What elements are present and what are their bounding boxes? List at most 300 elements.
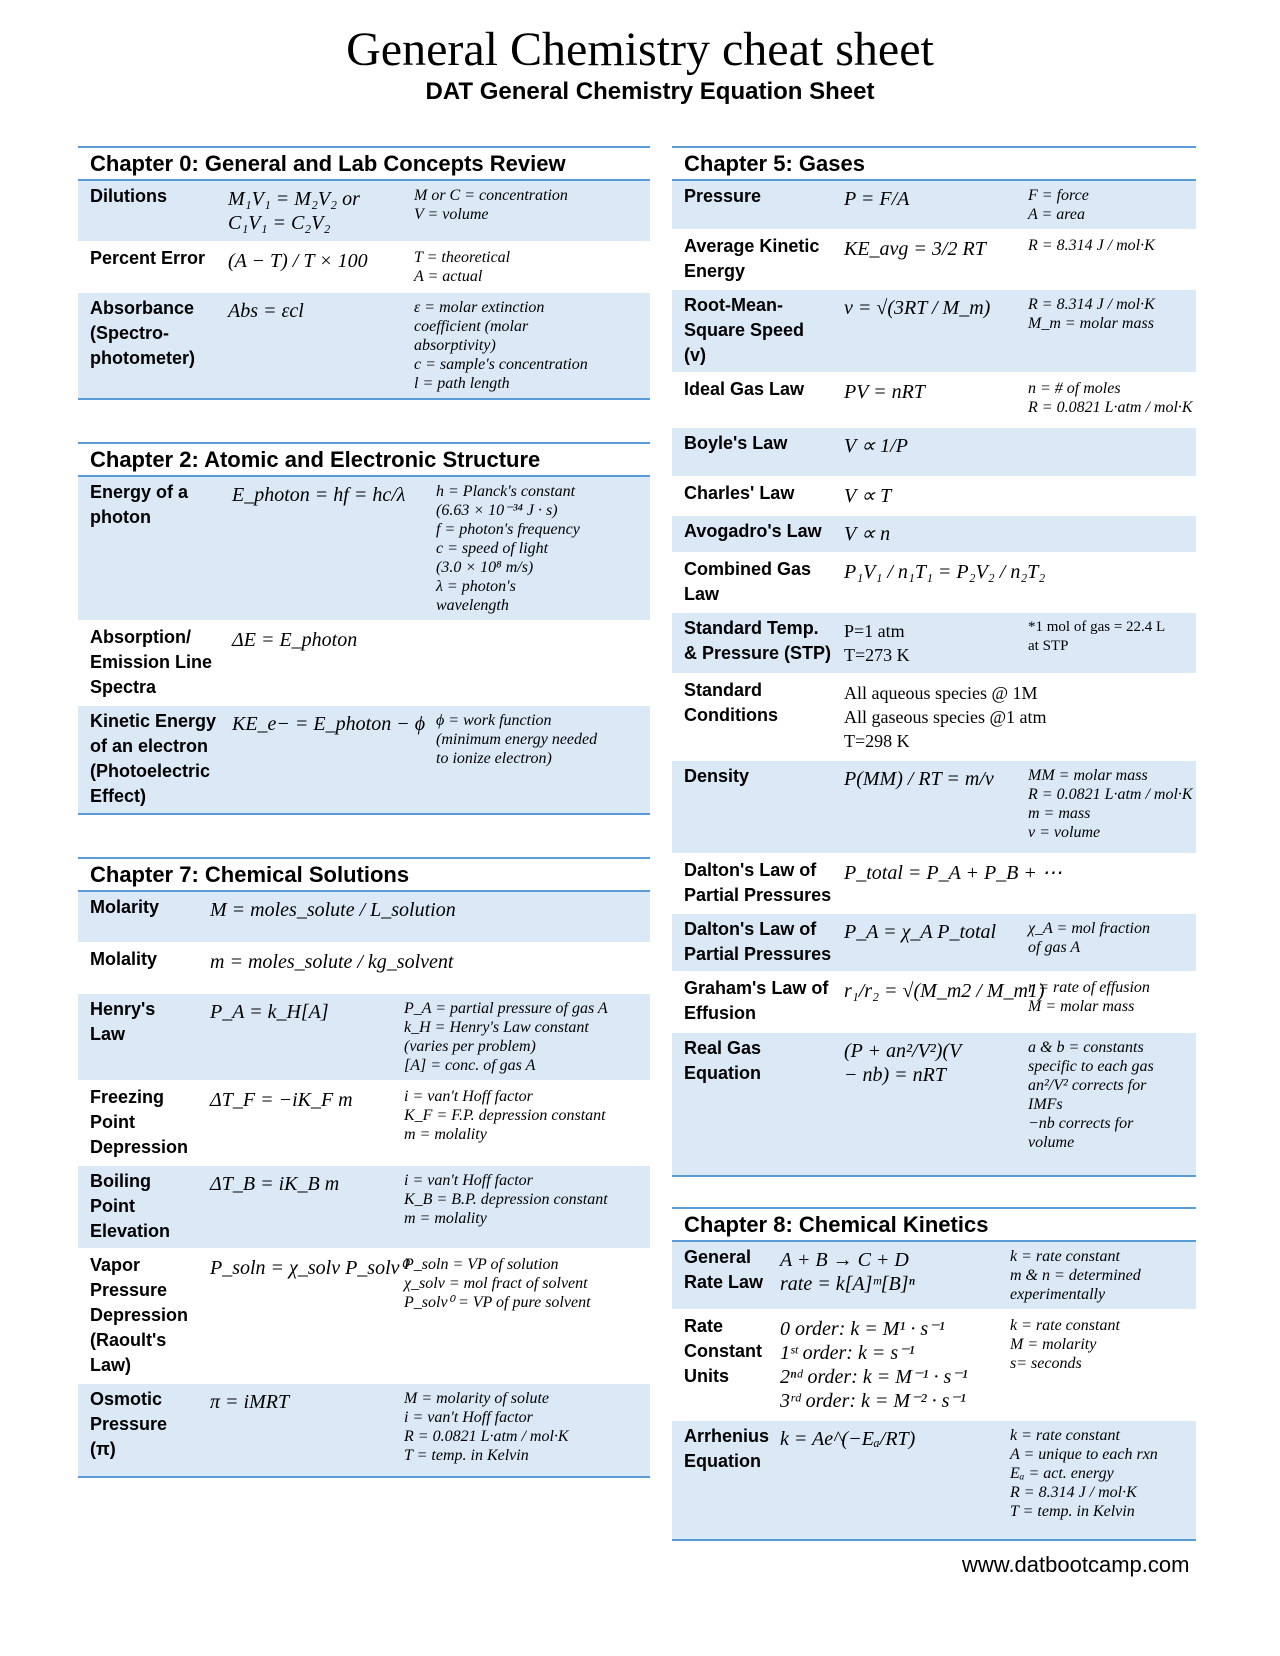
row-name-line: Boiling	[90, 1171, 151, 1191]
row-name	[672, 855, 840, 912]
row-equation-line: (A − T) / T × 100	[228, 250, 368, 272]
table-row	[672, 611, 1196, 673]
row-name	[78, 477, 228, 620]
row-name-line: Rate Law	[684, 1272, 764, 1292]
row-equation	[206, 1082, 402, 1164]
row-variables	[412, 293, 650, 398]
row-equation-line: P_A = k_H[A]	[210, 1001, 329, 1023]
row-name-line: Spectra	[90, 677, 157, 697]
row-equation-line: ΔE = E_photon	[232, 629, 358, 651]
chapter-section	[78, 857, 650, 1478]
row-variables	[402, 1250, 650, 1382]
row-name-line: Freezing	[90, 1087, 165, 1107]
row-equation-line: T=298 K	[844, 731, 910, 751]
row-equation-line: rate = k[A]ᵐ[B]ⁿ	[780, 1273, 915, 1295]
row-equation-line: All gaseous species @1 atm	[844, 707, 1047, 727]
row-variables-line: R = 0.0821 L·atm / mol·K	[1028, 786, 1193, 803]
row-name	[78, 1166, 206, 1248]
row-name-line: Elevation	[90, 1221, 171, 1241]
row-variables	[434, 706, 650, 813]
row-equation	[840, 613, 1026, 673]
row-equation	[224, 181, 412, 241]
row-equation	[840, 231, 1026, 288]
row-name-line: Effect)	[90, 786, 147, 806]
table-row	[672, 971, 1196, 1031]
table-row	[672, 514, 1196, 552]
table-row	[672, 372, 1196, 426]
row-name-line: Energy of a	[90, 482, 189, 502]
row-variables-line: χ_A = mol fraction	[1028, 920, 1150, 937]
row-variables-line: k = rate constant	[1010, 1248, 1120, 1265]
page-subtitle: DAT General Chemistry Equation Sheet	[425, 78, 875, 105]
row-variables-line: (6.63 × 10⁻³⁴ J · s)	[436, 502, 558, 519]
row-name	[78, 293, 224, 398]
row-variables-line: P_soln = VP of solution	[404, 1256, 559, 1273]
row-equation-line: Abs = εcl	[228, 300, 304, 322]
row-name	[78, 944, 206, 992]
row-equation	[840, 973, 1045, 1031]
row-name	[672, 1311, 776, 1419]
row-name-line: Molality	[90, 949, 158, 969]
row-name	[672, 231, 840, 288]
row-variables-line: r = rate of effusion	[1028, 979, 1150, 996]
row-equation-line: k = Ae^(−Eₐ/RT)	[780, 1428, 916, 1450]
row-equation	[840, 1033, 1026, 1175]
row-name-line: Absorption/	[90, 627, 191, 647]
row-variables	[1026, 181, 1196, 229]
row-variables-line: m = molality	[404, 1210, 487, 1227]
row-equation	[840, 478, 1026, 514]
row-equation	[776, 1311, 1008, 1419]
row-variables-line: F = force	[1028, 187, 1089, 204]
chapter-section	[672, 1207, 1196, 1541]
row-name-line: Rate	[684, 1316, 724, 1336]
row-equation	[840, 855, 1062, 912]
table-row	[78, 704, 650, 813]
row-equation-line: E_photon = hf = hc/λ	[232, 484, 406, 506]
row-equation	[206, 892, 456, 942]
row-name	[672, 761, 840, 853]
row-name-line: Partial Pressures	[684, 944, 832, 964]
row-variables	[1026, 554, 1196, 611]
row-variables	[402, 1384, 650, 1476]
row-name-line: Root-Mean-	[684, 295, 783, 315]
row-name-line: Combined Gas	[684, 559, 812, 579]
row-name-line: (Raoult's	[90, 1330, 167, 1350]
row-variables-line: ε = molar extinction	[414, 299, 545, 316]
chapter-section	[78, 146, 650, 400]
row-variables-line: h = Planck's constant	[436, 483, 576, 500]
row-name-line: Dilutions	[90, 186, 167, 206]
row-name	[672, 914, 840, 971]
row-variables-line: M = molar mass	[1028, 998, 1135, 1015]
row-name-line: (v)	[684, 345, 706, 365]
table-row	[78, 620, 650, 704]
row-name-line: Average Kinetic	[684, 236, 820, 256]
row-name-line: Partial Pressures	[684, 885, 832, 905]
row-variables-line: i = van't Hoff factor	[404, 1172, 533, 1189]
row-name	[672, 374, 840, 426]
row-equation-line: r₁/r₂ = √(M_m2 / M_m1)	[844, 980, 1045, 1002]
row-equation-line: KE_avg = 3/2 RT	[844, 238, 986, 260]
row-name	[672, 554, 840, 611]
row-name-line: Equation	[684, 1451, 761, 1471]
row-name-line: Pressure	[90, 1414, 168, 1434]
row-equation-line: V ∝ T	[844, 485, 892, 507]
table-row	[78, 892, 650, 942]
row-variables	[402, 892, 650, 942]
right-column	[672, 146, 1196, 1541]
row-variables-line: (3.0 × 10⁸ m/s)	[436, 559, 534, 576]
row-variables-line: M or C = concentration	[414, 187, 568, 204]
row-equation	[840, 181, 1026, 229]
chapter-section	[78, 442, 650, 815]
row-name-line: Effusion	[684, 1003, 756, 1023]
table-row	[78, 1080, 650, 1164]
row-name-line: Law)	[90, 1355, 132, 1375]
row-name-line: Osmotic	[90, 1389, 163, 1409]
row-variables-line: k = rate constant	[1010, 1317, 1120, 1334]
chapter-title: Chapter 2: Atomic and Electronic Structure	[78, 444, 650, 477]
row-variables-line: −nb corrects for	[1028, 1115, 1134, 1132]
row-variables	[1026, 855, 1196, 912]
row-name-line: Henry's	[90, 999, 156, 1019]
row-name	[672, 181, 840, 229]
row-equation	[840, 374, 1026, 426]
table-row	[78, 241, 650, 291]
row-equation-line: T=273 K	[844, 645, 910, 665]
row-equation	[840, 428, 1026, 476]
row-variables-line: K_F = F.P. depression constant	[404, 1107, 606, 1124]
row-variables	[1026, 516, 1196, 552]
row-equation-line: 0 order: k = M¹ · s⁻¹	[780, 1318, 945, 1340]
row-name-line: of an electron	[90, 736, 209, 756]
row-variables-line: a & b = constants	[1028, 1039, 1144, 1056]
row-variables-line: A = actual	[414, 268, 483, 285]
table-row	[78, 291, 650, 398]
row-variables-line: m = molality	[404, 1126, 487, 1143]
row-equation	[840, 761, 1026, 853]
row-name	[78, 622, 228, 704]
row-variables	[1026, 1033, 1196, 1175]
row-variables-line: T = temp. in Kelvin	[404, 1447, 529, 1464]
row-variables	[1026, 428, 1196, 476]
table-row	[672, 1309, 1196, 1419]
row-variables	[1008, 1421, 1196, 1539]
row-equation	[206, 1384, 402, 1476]
row-variables-line: (varies per problem)	[404, 1038, 536, 1055]
row-name-line: Constant	[684, 1341, 762, 1361]
row-variables-line: χ_solv = mol fract of solvent	[404, 1275, 588, 1292]
row-name-line: Avogadro's Law	[684, 521, 822, 541]
row-equation	[224, 243, 412, 291]
row-name-line: Square Speed	[684, 320, 805, 340]
row-variables-line: [A] = conc. of gas A	[404, 1057, 536, 1074]
row-equation-line: P(MM) / RT = m/v	[844, 768, 994, 790]
row-equation-line: m = moles_solute / kg_solvent	[210, 951, 454, 973]
row-equation-line: M = moles_solute / L_solution	[210, 899, 456, 921]
row-name-line: Kinetic Energy	[90, 711, 217, 731]
row-variables	[1026, 675, 1196, 759]
row-name-line: Law	[90, 1024, 126, 1044]
row-variables	[1026, 761, 1196, 853]
row-variables-line: P_solv⁰ = VP of pure solvent	[404, 1294, 591, 1311]
row-name	[78, 1250, 206, 1382]
row-name	[672, 516, 840, 552]
row-name-line: Molarity	[90, 897, 160, 917]
row-equation-line: A + B → C + D	[780, 1249, 909, 1271]
row-variables-line: absorptivity)	[414, 337, 496, 354]
row-equation	[206, 944, 454, 992]
row-variables-line: m & n = determined	[1010, 1267, 1141, 1284]
row-variables-line: c = speed of light	[436, 540, 549, 557]
chapter-title: Chapter 0: General and Lab Concepts Review	[78, 148, 650, 181]
row-name-line: Depression	[90, 1305, 189, 1325]
row-variables-line: specific to each gas	[1028, 1058, 1154, 1075]
row-variables-line: n = # of moles	[1028, 380, 1121, 397]
table-row	[672, 673, 1196, 759]
page-title: General Chemistry cheat sheet	[346, 23, 934, 76]
chapter-title: Chapter 7: Chemical Solutions	[78, 859, 650, 892]
row-name-line: Graham's Law of	[684, 978, 829, 998]
row-equation	[776, 1242, 1008, 1309]
row-name-line: Pressure	[684, 186, 762, 206]
row-name-line: Point	[90, 1196, 135, 1216]
row-name	[672, 1421, 776, 1539]
row-name-line: Point	[90, 1112, 135, 1132]
row-equation	[840, 554, 1046, 611]
row-equation-line: (P + an²/V²)(V	[844, 1040, 962, 1062]
table-row	[672, 912, 1196, 971]
row-variables-line: P_A = partial pressure of gas A	[404, 1000, 608, 1017]
row-equation-line: π = iMRT	[210, 1391, 290, 1413]
table-row	[78, 181, 650, 241]
row-name-line: photometer)	[90, 348, 195, 368]
row-name-line: Units	[684, 1366, 729, 1386]
table-row	[672, 426, 1196, 476]
row-variables-line: R = 8.314 J / mol·K	[1028, 237, 1155, 254]
row-variables-line: of gas A	[1028, 939, 1081, 956]
row-variables-line: c = sample's concentration	[414, 356, 588, 373]
chapter-section	[672, 146, 1196, 1177]
row-name	[78, 892, 206, 942]
row-variables-line: M = molarity of solute	[404, 1390, 550, 1407]
row-variables-line: i = van't Hoff factor	[404, 1409, 533, 1426]
row-name	[672, 1242, 776, 1309]
table-row	[78, 1382, 650, 1476]
row-name	[672, 428, 840, 476]
row-equation-line: P_A = χ_A P_total	[844, 921, 997, 943]
row-name-line: Law	[684, 584, 720, 604]
row-name	[78, 1082, 206, 1164]
row-variables-line: R = 8.314 J / mol·K	[1028, 296, 1155, 313]
row-equation	[776, 1421, 1008, 1539]
row-name	[672, 613, 840, 673]
row-variables	[1026, 374, 1196, 426]
row-equation-line: V ∝ 1/P	[844, 435, 908, 457]
row-variables-line: f = photon's frequency	[436, 521, 580, 538]
row-variables	[1026, 914, 1196, 971]
row-name-line: Vapor	[90, 1255, 141, 1275]
row-variables	[1026, 478, 1196, 514]
row-equation-line: All aqueous species @ 1M	[844, 683, 1038, 703]
row-variables-line: λ = photon's	[436, 578, 516, 595]
row-variables	[1026, 613, 1196, 673]
row-name-line: Boyle's Law	[684, 433, 788, 453]
row-equation	[206, 994, 402, 1080]
row-equation-line: v = √(3RT / M_m)	[844, 297, 991, 319]
row-equation-line: C₁V₁ = C₂V₂	[228, 212, 331, 234]
row-name-line: Percent Error	[90, 248, 206, 268]
row-equation-line: M₁V₁ = M₂V₂ or	[228, 188, 360, 210]
row-name-line: Charles' Law	[684, 483, 795, 503]
row-variables-line: (minimum energy needed	[436, 731, 598, 748]
row-variables	[402, 944, 650, 992]
row-variables	[434, 622, 650, 704]
table-row	[672, 853, 1196, 912]
row-equation	[840, 675, 1047, 759]
row-name-line: Conditions	[684, 705, 778, 725]
row-equation	[206, 1250, 408, 1382]
row-variables-line: T = temp. in Kelvin	[1010, 1503, 1135, 1520]
row-variables	[1026, 231, 1196, 288]
row-name-line: Standard Temp.	[684, 618, 819, 638]
row-name	[78, 243, 224, 291]
row-equation	[224, 293, 412, 398]
row-variables-line: i = van't Hoff factor	[404, 1088, 533, 1105]
table-row	[672, 759, 1196, 853]
footer-url: www.datbootcamp.com	[962, 1552, 1190, 1577]
row-name	[672, 973, 840, 1031]
row-variables-line: k = rate constant	[1010, 1427, 1120, 1444]
chapter-title: Chapter 8: Chemical Kinetics	[672, 1209, 1196, 1242]
row-name-line: General	[684, 1247, 752, 1267]
table-row	[78, 1248, 650, 1382]
row-name-line: Dalton's Law of	[684, 919, 817, 939]
table-row	[672, 1031, 1196, 1175]
row-variables-line: k_H = Henry's Law constant	[404, 1019, 589, 1036]
row-variables	[402, 1166, 650, 1248]
row-name	[672, 290, 840, 372]
row-equation	[840, 914, 1026, 971]
row-equation	[228, 477, 434, 620]
row-variables-line: coefficient (molar	[414, 318, 529, 335]
row-variables-line: Eₐ = act. energy	[1010, 1465, 1114, 1482]
row-equation-line: KE_e− = E_photon − ϕ	[232, 713, 426, 735]
row-equation	[840, 290, 1026, 372]
row-variables	[402, 1082, 650, 1164]
row-equation	[228, 706, 434, 813]
row-variables	[412, 181, 650, 241]
row-variables-line: MM = molar mass	[1028, 767, 1148, 784]
row-name-line: Pressure	[90, 1280, 168, 1300]
row-name-line: Arrhenius	[684, 1426, 770, 1446]
left-column	[78, 146, 650, 1478]
row-name-line: & Pressure (STP)	[684, 643, 832, 663]
row-variables-line: M = molarity	[1010, 1336, 1097, 1353]
row-name-line: (π)	[90, 1439, 116, 1459]
row-name	[672, 478, 840, 514]
row-variables-line: R = 8.314 J / mol·K	[1010, 1484, 1137, 1501]
table-row	[672, 181, 1196, 229]
row-variables-line: V = volume	[414, 206, 489, 223]
table-row	[672, 288, 1196, 372]
row-name	[672, 1033, 840, 1175]
row-variables-line: ϕ = work function	[436, 712, 552, 729]
row-equation-line: 1ˢᵗ order: k = s⁻¹	[780, 1342, 915, 1364]
row-equation-line: ΔT_B = iK_B m	[210, 1173, 340, 1195]
table-row	[672, 1242, 1196, 1309]
row-variables-line: v = volume	[1028, 824, 1101, 841]
row-name-line: (Photoelectric	[90, 761, 211, 781]
row-name-line: (Spectro-	[90, 323, 170, 343]
row-name-line: Energy	[684, 261, 746, 281]
row-variables-line: wavelength	[436, 597, 509, 614]
row-variables	[402, 994, 650, 1080]
table-row	[672, 552, 1196, 611]
row-equation-line: ΔT_F = −iK_F m	[210, 1089, 353, 1111]
row-variables-line: at STP	[1028, 638, 1069, 654]
row-variables	[412, 243, 650, 291]
row-name-line: photon	[90, 507, 151, 527]
row-variables-line: R = 0.0821 L·atm / mol·K	[1028, 399, 1193, 416]
row-equation-line: PV = nRT	[844, 381, 925, 403]
row-name	[78, 706, 228, 813]
row-variables-line: s= seconds	[1010, 1355, 1082, 1372]
row-variables-line: m = mass	[1028, 805, 1091, 822]
row-equation-line: P_soln = χ_solv P_solv⁰	[210, 1257, 408, 1279]
table-row	[672, 1419, 1196, 1539]
table-row	[78, 1164, 650, 1248]
row-name	[672, 675, 840, 759]
row-name	[78, 1384, 206, 1476]
table-row	[672, 476, 1196, 514]
row-equation	[840, 516, 1026, 552]
chapter-title: Chapter 5: Gases	[672, 148, 1196, 181]
row-variables-line: l = path length	[414, 375, 510, 392]
row-equation	[206, 1166, 402, 1248]
row-name-line: Equation	[684, 1063, 761, 1083]
row-equation-line: P = F/A	[844, 188, 910, 210]
table-row	[78, 992, 650, 1080]
row-name-line: Density	[684, 766, 750, 786]
row-equation-line: P₁V₁ / n₁T₁ = P₂V₂ / n₂T₂	[844, 561, 1046, 583]
row-name-line: Standard	[684, 680, 763, 700]
table-row	[78, 477, 650, 620]
row-variables-line: *1 mol of gas = 22.4 L	[1028, 619, 1166, 635]
row-name-line: Depression	[90, 1137, 189, 1157]
row-name-line: Real Gas	[684, 1038, 762, 1058]
row-variables	[1008, 1242, 1196, 1309]
row-variables-line: A = unique to each rxn	[1010, 1446, 1158, 1463]
row-variables-line: R = 0.0821 L·atm / mol·K	[404, 1428, 569, 1445]
row-variables-line: to ionize electron)	[436, 750, 552, 767]
row-variables-line: A = area	[1028, 206, 1086, 223]
row-variables-line: IMFs	[1028, 1096, 1063, 1113]
row-name-line: Dalton's Law of	[684, 860, 817, 880]
row-name-line: Emission Line	[90, 652, 213, 672]
row-equation-line: − nb) = nRT	[844, 1064, 946, 1086]
row-variables-line: M_m = molar mass	[1028, 315, 1154, 332]
row-name-line: Absorbance	[90, 298, 195, 318]
row-name	[78, 994, 206, 1080]
row-variables	[434, 477, 650, 620]
row-name	[78, 181, 224, 241]
row-equation-line: 2ⁿᵈ order: k = M⁻¹ · s⁻¹	[780, 1366, 968, 1388]
row-variables-line: K_B = B.P. depression constant	[404, 1191, 608, 1208]
row-name-line: Ideal Gas Law	[684, 379, 805, 399]
row-variables-line: experimentally	[1010, 1286, 1106, 1303]
